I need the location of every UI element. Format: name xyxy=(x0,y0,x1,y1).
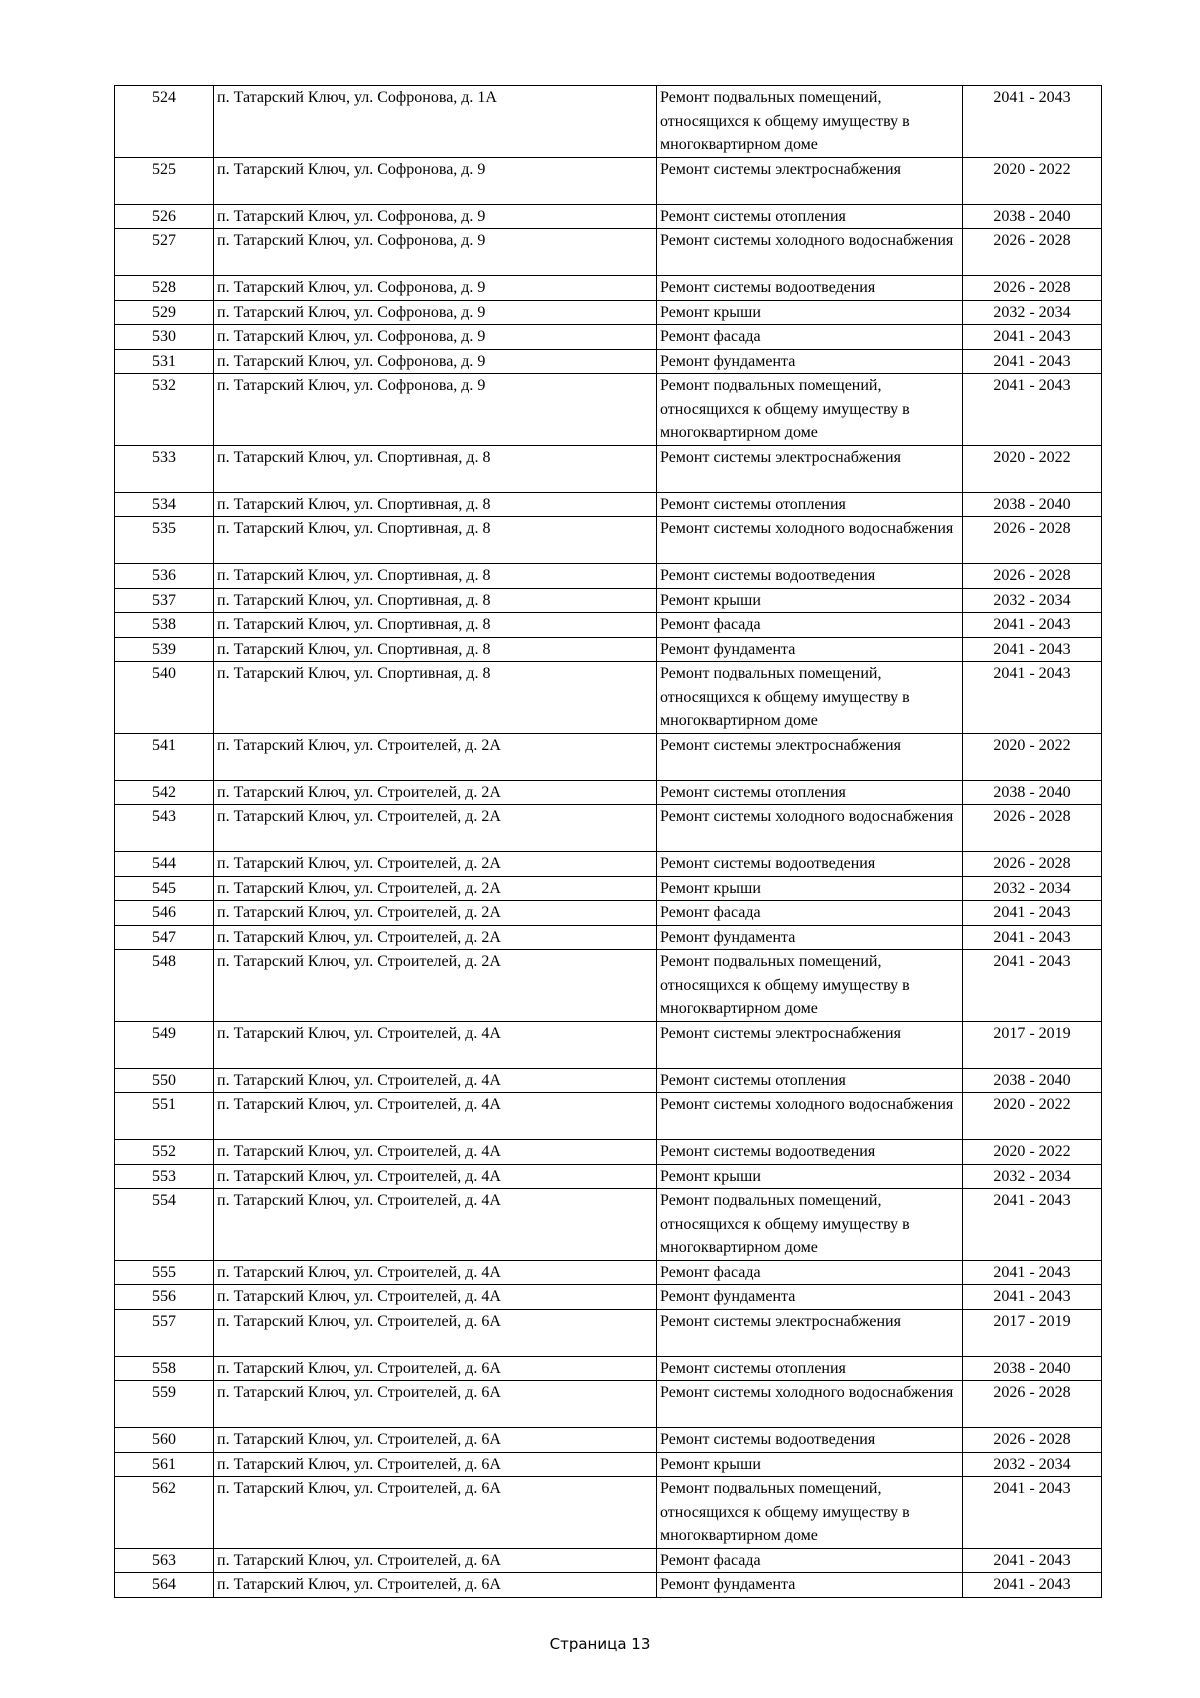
address-cell: п. Татарский Ключ, ул. Строителей, д. 6А xyxy=(214,1477,657,1549)
address-cell: п. Татарский Ключ, ул. Софронова, д. 9 xyxy=(214,204,657,229)
row-number-cell: 528 xyxy=(115,276,214,301)
address-cell: п. Татарский Ключ, ул. Строителей, д. 2А xyxy=(214,901,657,926)
period-cell: 2032 - 2034 xyxy=(963,588,1102,613)
address-cell: п. Татарский Ключ, ул. Спортивная, д. 8 xyxy=(214,662,657,734)
table-row xyxy=(115,1548,1102,1573)
period-cell: 2041 - 2043 xyxy=(963,950,1102,1022)
row-number-cell: 561 xyxy=(115,1452,214,1477)
period-cell: 2041 - 2043 xyxy=(963,613,1102,638)
row-number-cell: 559 xyxy=(115,1381,214,1428)
address-cell: п. Татарский Ключ, ул. Строителей, д. 2А xyxy=(214,805,657,852)
table-row xyxy=(115,950,1102,1022)
work-type-cell: Ремонт фасада xyxy=(657,901,963,926)
row-number-cell: 546 xyxy=(115,901,214,926)
row-number-cell: 541 xyxy=(115,733,214,780)
address-cell: п. Татарский Ключ, ул. Строителей, д. 6А xyxy=(214,1573,657,1598)
work-type-cell: Ремонт системы отопления xyxy=(657,1068,963,1093)
address-cell: п. Татарский Ключ, ул. Строителей, д. 4А xyxy=(214,1021,657,1068)
table-row xyxy=(115,733,1102,780)
period-cell: 2041 - 2043 xyxy=(963,1477,1102,1549)
table-row xyxy=(115,1381,1102,1428)
address-cell: п. Татарский Ключ, ул. Строителей, д. 4А xyxy=(214,1164,657,1189)
work-type-cell: Ремонт системы электроснабжения xyxy=(657,1309,963,1356)
row-number-cell: 558 xyxy=(115,1356,214,1381)
address-cell: п. Татарский Ключ, ул. Строителей, д. 2А xyxy=(214,733,657,780)
table-row xyxy=(115,1140,1102,1165)
row-number-cell: 549 xyxy=(115,1021,214,1068)
row-number-cell: 547 xyxy=(115,925,214,950)
address-cell: п. Татарский Ключ, ул. Строителей, д. 2А xyxy=(214,852,657,877)
period-cell: 2017 - 2019 xyxy=(963,1021,1102,1068)
table-body xyxy=(115,86,1102,1598)
address-cell: п. Татарский Ключ, ул. Строителей, д. 4А xyxy=(214,1260,657,1285)
period-cell: 2041 - 2043 xyxy=(963,1548,1102,1573)
work-type-cell: Ремонт фундамента xyxy=(657,1573,963,1598)
period-cell: 2038 - 2040 xyxy=(963,1356,1102,1381)
address-cell: п. Татарский Ключ, ул. Строителей, д. 4А xyxy=(214,1140,657,1165)
period-cell: 2038 - 2040 xyxy=(963,492,1102,517)
work-type-cell: Ремонт системы холодного водоснабжения xyxy=(657,1093,963,1140)
period-cell: 2038 - 2040 xyxy=(963,1068,1102,1093)
address-cell: п. Татарский Ключ, ул. Спортивная, д. 8 xyxy=(214,445,657,492)
table-row xyxy=(115,1452,1102,1477)
row-number-cell: 557 xyxy=(115,1309,214,1356)
table-row xyxy=(115,300,1102,325)
address-cell: п. Татарский Ключ, ул. Строителей, д. 6А xyxy=(214,1428,657,1453)
work-type-cell: Ремонт системы холодного водоснабжения xyxy=(657,517,963,564)
table-row xyxy=(115,901,1102,926)
period-cell: 2026 - 2028 xyxy=(963,805,1102,852)
address-cell: п. Татарский Ключ, ул. Софронова, д. 9 xyxy=(214,374,657,446)
address-cell: п. Татарский Ключ, ул. Спортивная, д. 8 xyxy=(214,492,657,517)
period-cell: 2041 - 2043 xyxy=(963,1285,1102,1310)
work-type-cell: Ремонт крыши xyxy=(657,876,963,901)
address-cell: п. Татарский Ключ, ул. Спортивная, д. 8 xyxy=(214,637,657,662)
table-row xyxy=(115,1093,1102,1140)
period-cell: 2041 - 2043 xyxy=(963,86,1102,158)
repair-schedule-table xyxy=(114,85,1102,1598)
work-type-cell: Ремонт фасада xyxy=(657,1548,963,1573)
table-row xyxy=(115,517,1102,564)
table-row xyxy=(115,662,1102,734)
address-cell: п. Татарский Ключ, ул. Спортивная, д. 8 xyxy=(214,588,657,613)
address-cell: п. Татарский Ключ, ул. Строителей, д. 6А xyxy=(214,1452,657,1477)
table-row xyxy=(115,1285,1102,1310)
row-number-cell: 535 xyxy=(115,517,214,564)
work-type-cell: Ремонт фасада xyxy=(657,1260,963,1285)
table-row xyxy=(115,1309,1102,1356)
table-row xyxy=(115,588,1102,613)
period-cell: 2041 - 2043 xyxy=(963,1573,1102,1598)
address-cell: п. Татарский Ключ, ул. Софронова, д. 1А xyxy=(214,86,657,158)
address-cell: п. Татарский Ключ, ул. Спортивная, д. 8 xyxy=(214,517,657,564)
work-type-cell: Ремонт системы водоотведения xyxy=(657,276,963,301)
row-number-cell: 548 xyxy=(115,950,214,1022)
work-type-cell: Ремонт системы водоотведения xyxy=(657,1428,963,1453)
address-cell: п. Татарский Ключ, ул. Спортивная, д. 8 xyxy=(214,613,657,638)
row-number-cell: 552 xyxy=(115,1140,214,1165)
table-row xyxy=(115,805,1102,852)
row-number-cell: 524 xyxy=(115,86,214,158)
period-cell: 2020 - 2022 xyxy=(963,445,1102,492)
row-number-cell: 542 xyxy=(115,780,214,805)
row-number-cell: 537 xyxy=(115,588,214,613)
row-number-cell: 551 xyxy=(115,1093,214,1140)
table-row xyxy=(115,1189,1102,1261)
address-cell: п. Татарский Ключ, ул. Строителей, д. 6А xyxy=(214,1356,657,1381)
period-cell: 2041 - 2043 xyxy=(963,925,1102,950)
table-row xyxy=(115,1260,1102,1285)
address-cell: п. Татарский Ключ, ул. Софронова, д. 9 xyxy=(214,157,657,204)
table-row xyxy=(115,876,1102,901)
address-cell: п. Татарский Ключ, ул. Софронова, д. 9 xyxy=(214,325,657,350)
table-row xyxy=(115,1164,1102,1189)
row-number-cell: 530 xyxy=(115,325,214,350)
address-cell: п. Татарский Ключ, ул. Софронова, д. 9 xyxy=(214,349,657,374)
row-number-cell: 531 xyxy=(115,349,214,374)
address-cell: п. Татарский Ключ, ул. Строителей, д. 2А xyxy=(214,780,657,805)
period-cell: 2032 - 2034 xyxy=(963,876,1102,901)
work-type-cell: Ремонт крыши xyxy=(657,1452,963,1477)
period-cell: 2026 - 2028 xyxy=(963,276,1102,301)
period-cell: 2032 - 2034 xyxy=(963,300,1102,325)
period-cell: 2038 - 2040 xyxy=(963,204,1102,229)
work-type-cell: Ремонт системы холодного водоснабжения xyxy=(657,1381,963,1428)
work-type-cell: Ремонт фундамента xyxy=(657,637,963,662)
table-row xyxy=(115,229,1102,276)
period-cell: 2041 - 2043 xyxy=(963,1189,1102,1261)
work-type-cell: Ремонт системы отопления xyxy=(657,1356,963,1381)
work-type-cell: Ремонт крыши xyxy=(657,1164,963,1189)
row-number-cell: 564 xyxy=(115,1573,214,1598)
address-cell: п. Татарский Ключ, ул. Спортивная, д. 8 xyxy=(214,564,657,589)
address-cell: п. Татарский Ключ, ул. Строителей, д. 4А xyxy=(214,1285,657,1310)
row-number-cell: 562 xyxy=(115,1477,214,1549)
row-number-cell: 539 xyxy=(115,637,214,662)
work-type-cell: Ремонт системы электроснабжения xyxy=(657,1021,963,1068)
work-type-cell: Ремонт подвальных помещений, относящихся к общему имуществу в многоквартирном доме xyxy=(657,662,963,734)
table-row xyxy=(115,374,1102,446)
row-number-cell: 545 xyxy=(115,876,214,901)
address-cell: п. Татарский Ключ, ул. Софронова, д. 9 xyxy=(214,300,657,325)
row-number-cell: 544 xyxy=(115,852,214,877)
period-cell: 2041 - 2043 xyxy=(963,662,1102,734)
row-number-cell: 525 xyxy=(115,157,214,204)
table-row xyxy=(115,157,1102,204)
table-row xyxy=(115,1356,1102,1381)
table-row xyxy=(115,1068,1102,1093)
row-number-cell: 538 xyxy=(115,613,214,638)
row-number-cell: 527 xyxy=(115,229,214,276)
period-cell: 2041 - 2043 xyxy=(963,349,1102,374)
address-cell: п. Татарский Ключ, ул. Строителей, д. 6А xyxy=(214,1309,657,1356)
work-type-cell: Ремонт системы отопления xyxy=(657,780,963,805)
address-cell: п. Татарский Ключ, ул. Софронова, д. 9 xyxy=(214,276,657,301)
row-number-cell: 529 xyxy=(115,300,214,325)
period-cell: 2026 - 2028 xyxy=(963,564,1102,589)
row-number-cell: 563 xyxy=(115,1548,214,1573)
table-row xyxy=(115,564,1102,589)
row-number-cell: 555 xyxy=(115,1260,214,1285)
row-number-cell: 532 xyxy=(115,374,214,446)
work-type-cell: Ремонт системы водоотведения xyxy=(657,1140,963,1165)
table-row xyxy=(115,276,1102,301)
work-type-cell: Ремонт подвальных помещений, относящихся к общему имуществу в многоквартирном доме xyxy=(657,1477,963,1549)
work-type-cell: Ремонт системы отопления xyxy=(657,204,963,229)
table-row xyxy=(115,492,1102,517)
work-type-cell: Ремонт системы отопления xyxy=(657,492,963,517)
row-number-cell: 534 xyxy=(115,492,214,517)
table-row xyxy=(115,852,1102,877)
table-row xyxy=(115,204,1102,229)
work-type-cell: Ремонт подвальных помещений, относящихся к общему имуществу в многоквартирном доме xyxy=(657,374,963,446)
address-cell: п. Татарский Ключ, ул. Строителей, д. 4А xyxy=(214,1093,657,1140)
period-cell: 2026 - 2028 xyxy=(963,517,1102,564)
row-number-cell: 533 xyxy=(115,445,214,492)
period-cell: 2026 - 2028 xyxy=(963,852,1102,877)
period-cell: 2041 - 2043 xyxy=(963,374,1102,446)
period-cell: 2026 - 2028 xyxy=(963,1428,1102,1453)
work-type-cell: Ремонт системы холодного водоснабжения xyxy=(657,805,963,852)
period-cell: 2020 - 2022 xyxy=(963,733,1102,780)
address-cell: п. Татарский Ключ, ул. Строителей, д. 2А xyxy=(214,876,657,901)
table-row xyxy=(115,1573,1102,1598)
row-number-cell: 560 xyxy=(115,1428,214,1453)
period-cell: 2020 - 2022 xyxy=(963,1093,1102,1140)
period-cell: 2041 - 2043 xyxy=(963,1260,1102,1285)
address-cell: п. Татарский Ключ, ул. Строителей, д. 4А xyxy=(214,1189,657,1261)
period-cell: 2032 - 2034 xyxy=(963,1452,1102,1477)
work-type-cell: Ремонт крыши xyxy=(657,588,963,613)
table-row xyxy=(115,445,1102,492)
period-cell: 2041 - 2043 xyxy=(963,901,1102,926)
row-number-cell: 553 xyxy=(115,1164,214,1189)
work-type-cell: Ремонт системы электроснабжения xyxy=(657,445,963,492)
address-cell: п. Татарский Ключ, ул. Строителей, д. 4А xyxy=(214,1068,657,1093)
work-type-cell: Ремонт подвальных помещений, относящихся к общему имуществу в многоквартирном доме xyxy=(657,1189,963,1261)
table-row xyxy=(115,325,1102,350)
table-row xyxy=(115,86,1102,158)
address-cell: п. Татарский Ключ, ул. Строителей, д. 6А xyxy=(214,1548,657,1573)
table-row xyxy=(115,1428,1102,1453)
row-number-cell: 543 xyxy=(115,805,214,852)
table-row xyxy=(115,780,1102,805)
address-cell: п. Татарский Ключ, ул. Строителей, д. 2А xyxy=(214,950,657,1022)
period-cell: 2032 - 2034 xyxy=(963,1164,1102,1189)
work-type-cell: Ремонт фундамента xyxy=(657,1285,963,1310)
table-row xyxy=(115,349,1102,374)
period-cell: 2020 - 2022 xyxy=(963,1140,1102,1165)
period-cell: 2026 - 2028 xyxy=(963,229,1102,276)
row-number-cell: 526 xyxy=(115,204,214,229)
table-row xyxy=(115,925,1102,950)
period-cell: 2026 - 2028 xyxy=(963,1381,1102,1428)
work-type-cell: Ремонт системы холодного водоснабжения xyxy=(657,229,963,276)
address-cell: п. Татарский Ключ, ул. Софронова, д. 9 xyxy=(214,229,657,276)
page-number: Страница 13 xyxy=(549,1635,651,1653)
table-row xyxy=(115,637,1102,662)
row-number-cell: 536 xyxy=(115,564,214,589)
work-type-cell: Ремонт фундамента xyxy=(657,349,963,374)
work-type-cell: Ремонт фасада xyxy=(657,613,963,638)
work-type-cell: Ремонт системы электроснабжения xyxy=(657,733,963,780)
period-cell: 2041 - 2043 xyxy=(963,325,1102,350)
table-row xyxy=(115,613,1102,638)
address-cell: п. Татарский Ключ, ул. Строителей, д. 2А xyxy=(214,925,657,950)
period-cell: 2041 - 2043 xyxy=(963,637,1102,662)
address-cell: п. Татарский Ключ, ул. Строителей, д. 6А xyxy=(214,1381,657,1428)
period-cell: 2020 - 2022 xyxy=(963,157,1102,204)
work-type-cell: Ремонт подвальных помещений, относящихся к общему имуществу в многоквартирном доме xyxy=(657,86,963,158)
table-row xyxy=(115,1021,1102,1068)
table-row xyxy=(115,1477,1102,1549)
period-cell: 2017 - 2019 xyxy=(963,1309,1102,1356)
work-type-cell: Ремонт системы водоотведения xyxy=(657,564,963,589)
work-type-cell: Ремонт крыши xyxy=(657,300,963,325)
row-number-cell: 540 xyxy=(115,662,214,734)
work-type-cell: Ремонт системы электроснабжения xyxy=(657,157,963,204)
work-type-cell: Ремонт фундамента xyxy=(657,925,963,950)
row-number-cell: 554 xyxy=(115,1189,214,1261)
work-type-cell: Ремонт подвальных помещений, относящихся к общему имуществу в многоквартирном доме xyxy=(657,950,963,1022)
row-number-cell: 556 xyxy=(115,1285,214,1310)
work-type-cell: Ремонт системы водоотведения xyxy=(657,852,963,877)
work-type-cell: Ремонт фасада xyxy=(657,325,963,350)
period-cell: 2038 - 2040 xyxy=(963,780,1102,805)
row-number-cell: 550 xyxy=(115,1068,214,1093)
